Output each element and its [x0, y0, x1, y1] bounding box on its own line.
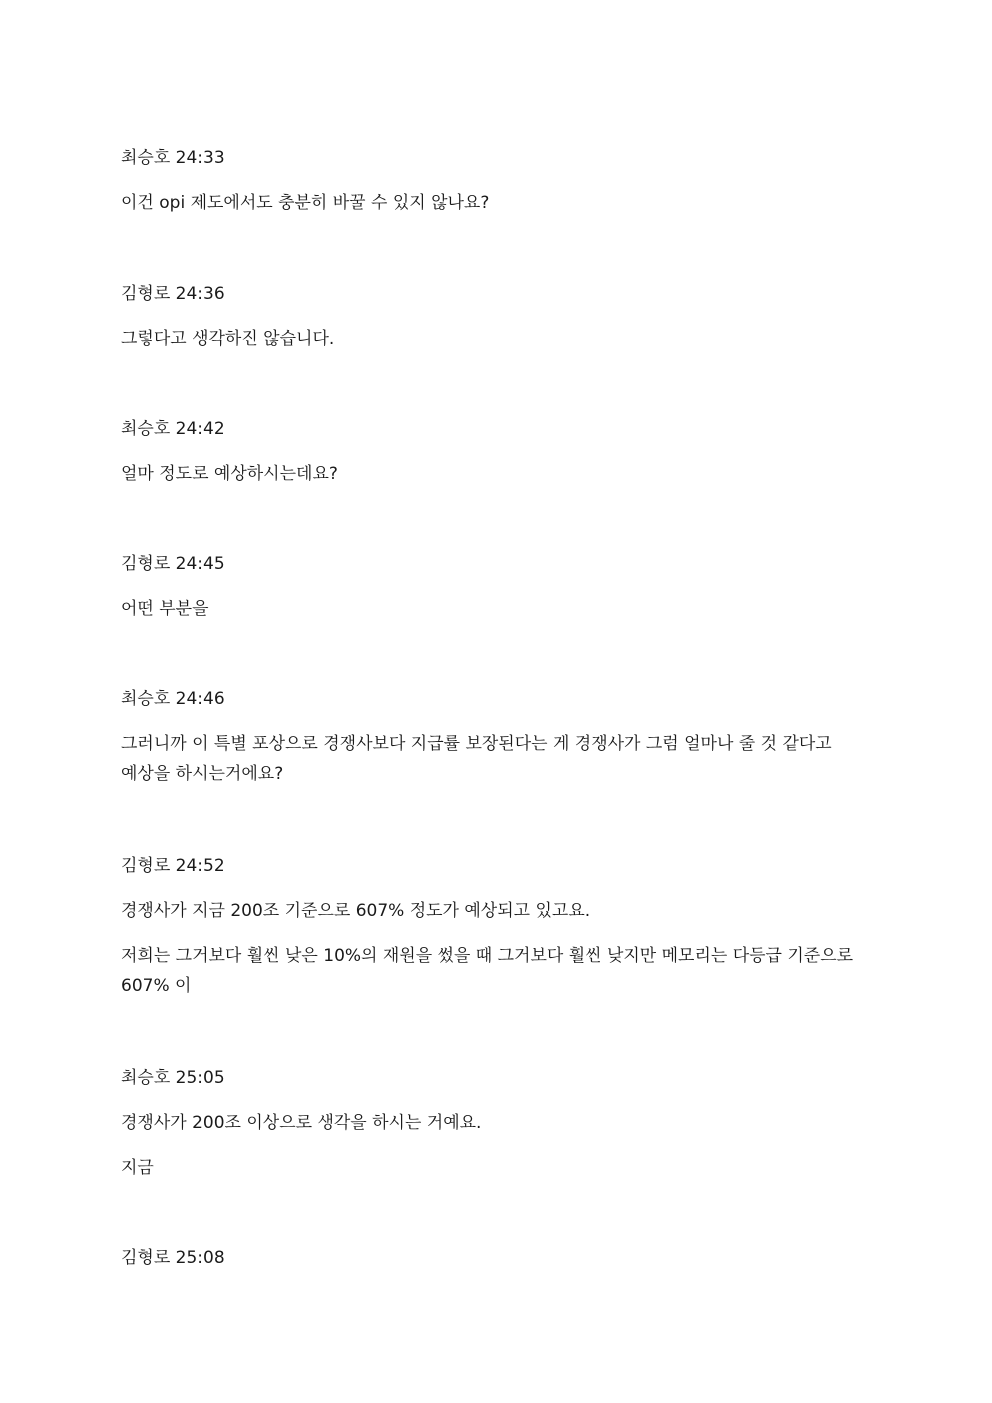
utterance-text: 이건 opi 제도에서도 충분히 바꿀 수 있지 않나요? — [121, 193, 490, 213]
speaker-timestamp: 최승호 24:42 — [121, 419, 225, 439]
utterance-text: 얼마 정도로 예상하시는데요? — [121, 464, 338, 484]
speaker-timestamp: 최승호 25:05 — [121, 1068, 225, 1088]
utterance-text: 그러니까 이 특별 포상으로 경쟁사보다 지급률 보장된다는 게 경쟁사가 그럼 얼마나 줄 것 같다고 예상을 하시는거에요? — [121, 734, 832, 784]
utterance-text: 어떤 부분을 — [121, 599, 209, 619]
speaker-timestamp: 김형로 24:45 — [121, 554, 225, 574]
speaker-timestamp: 김형로 25:08 — [121, 1248, 225, 1268]
utterance-text: 저희는 그거보다 훨씬 낮은 10%의 재원을 썼을 때 그거보다 훨씬 낮지만 메모리는 다등급 기준으로 607% 이 — [121, 946, 854, 996]
utterance-text: 그렇다고 생각하진 않습니다. — [121, 329, 335, 349]
utterance-text: 지금 — [121, 1158, 154, 1178]
speaker-timestamp: 김형로 24:36 — [121, 284, 225, 304]
speaker-timestamp: 최승호 24:33 — [121, 148, 225, 168]
utterance-text: 경쟁사가 지금 200조 기준으로 607% 정도가 예상되고 있고요. — [121, 901, 591, 921]
speaker-timestamp: 최승호 24:46 — [121, 689, 225, 709]
speaker-timestamp: 김형로 24:52 — [121, 856, 225, 876]
utterance-text: 경쟁사가 200조 이상으로 생각을 하시는 거예요. — [121, 1113, 482, 1133]
